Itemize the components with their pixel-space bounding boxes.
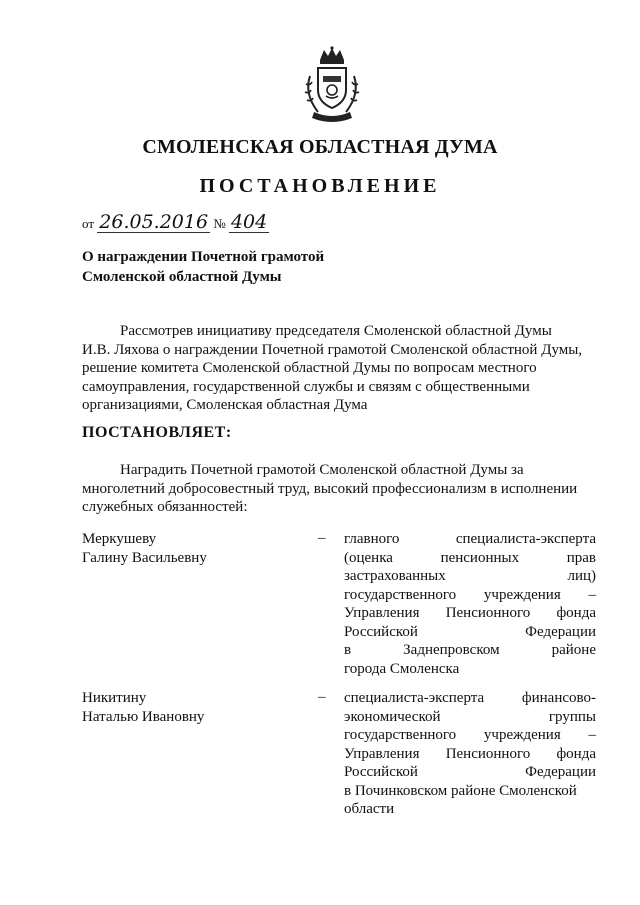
award-line: служебных обязанностей: — [82, 499, 248, 515]
position-word: экономической — [344, 708, 441, 725]
position-line — [344, 549, 596, 568]
awardee-given-name: Галину Васильевну — [82, 549, 207, 566]
position-word: учреждения — [483, 727, 561, 743]
position-word: Пенсионного — [445, 605, 531, 621]
preamble-line: самоуправления, государственной службы и связям с общественными — [82, 378, 530, 395]
date-prefix: от — [82, 216, 95, 231]
position-word: города Смоленска — [344, 660, 460, 677]
position-word: лиц) — [567, 568, 596, 584]
position-line — [344, 689, 596, 708]
position-word: Федерации — [525, 623, 596, 640]
position-line — [344, 641, 596, 660]
position-line — [344, 623, 596, 642]
position-word: в Починковском районе Смоленской — [344, 782, 577, 799]
position-word: области — [344, 801, 395, 817]
position-line — [344, 530, 596, 549]
number-prefix: № — [213, 216, 226, 231]
subject-line: О награждении Почетной грамотой — [82, 249, 325, 265]
position-word: застрахованных — [344, 568, 446, 584]
position-line — [344, 763, 596, 782]
position-word: Заднепровском — [403, 642, 500, 658]
awardee-dash: – — [318, 530, 326, 546]
position-word: Федерации — [525, 764, 596, 780]
preamble-paragraph — [82, 322, 597, 415]
award-line: многолетний добросовестный труд, высокий профессионализм в исполнении — [82, 480, 578, 497]
position-word: финансово- — [521, 690, 596, 706]
position-word: (оценка — [344, 549, 393, 566]
document-date-number — [82, 212, 269, 234]
document-type: ПОСТАНОВЛЕНИЕ — [199, 175, 441, 197]
awardee-given-name: Наталью Ивановну — [82, 708, 205, 725]
position-line — [344, 782, 596, 801]
awardee-dash: – — [318, 689, 326, 705]
position-word: учреждения — [483, 586, 561, 603]
position-word: специалиста-эксперта — [344, 690, 485, 706]
preamble-line: решение комитета Смоленской областной Думы по вопросам местного — [82, 360, 537, 376]
position-word: Управления — [344, 745, 420, 762]
position-word: группы — [548, 708, 596, 725]
position-word: государственного — [344, 727, 457, 743]
awardee-position — [344, 530, 596, 678]
position-word: – — [588, 727, 596, 743]
awardee-surname: Никитину — [82, 690, 147, 706]
document-number: 404 — [230, 211, 268, 233]
award-paragraph — [82, 461, 597, 517]
awardee-position — [344, 689, 596, 819]
preamble-line: Рассмотрев инициативу председателя Смоленской областной Думы — [120, 323, 552, 339]
position-word: районе — [551, 642, 596, 658]
position-word: государственного — [344, 586, 457, 603]
resolves-heading: ПОСТАНОВЛЯЕТ: — [82, 424, 232, 441]
position-word: фонда — [556, 605, 596, 621]
position-word: прав — [566, 549, 596, 566]
awardee-surname: Меркушеву — [82, 531, 157, 547]
position-line — [344, 708, 596, 727]
position-line — [344, 660, 596, 679]
document-subject — [82, 247, 324, 287]
position-word: главного — [344, 531, 400, 547]
position-line — [344, 726, 596, 745]
position-word: Управления — [344, 605, 420, 621]
organization-title: СМОЛЕНСКАЯ ОБЛАСТНАЯ ДУМА — [142, 136, 498, 158]
awardee-name — [82, 530, 207, 567]
position-word: фонда — [556, 745, 596, 762]
awardee-name — [82, 689, 204, 726]
position-word: Российской — [344, 623, 418, 640]
award-line: Наградить Почетной грамотой Смоленской областной Думы за — [120, 462, 524, 478]
position-word: Российской — [344, 764, 418, 780]
document-date: 26.05.2016 — [99, 211, 209, 233]
position-word: – — [588, 586, 596, 603]
position-line — [344, 567, 596, 586]
coat-of-arms-emblem — [296, 46, 368, 124]
subject-line: Смоленской областной Думы — [82, 269, 282, 285]
position-line — [344, 745, 596, 764]
preamble-line: организациями, Смоленская областная Дума — [82, 397, 368, 413]
position-word: Пенсионного — [445, 745, 531, 762]
position-line — [344, 604, 596, 623]
position-word: пенсионных — [440, 549, 520, 566]
position-line — [344, 586, 596, 605]
position-line — [344, 800, 596, 819]
position-word: в — [344, 642, 352, 658]
preamble-line: И.В. Ляхова о награждении Почетной грамотой Смоленской областной Думы, — [82, 341, 583, 358]
position-word: специалиста-эксперта — [455, 531, 596, 547]
